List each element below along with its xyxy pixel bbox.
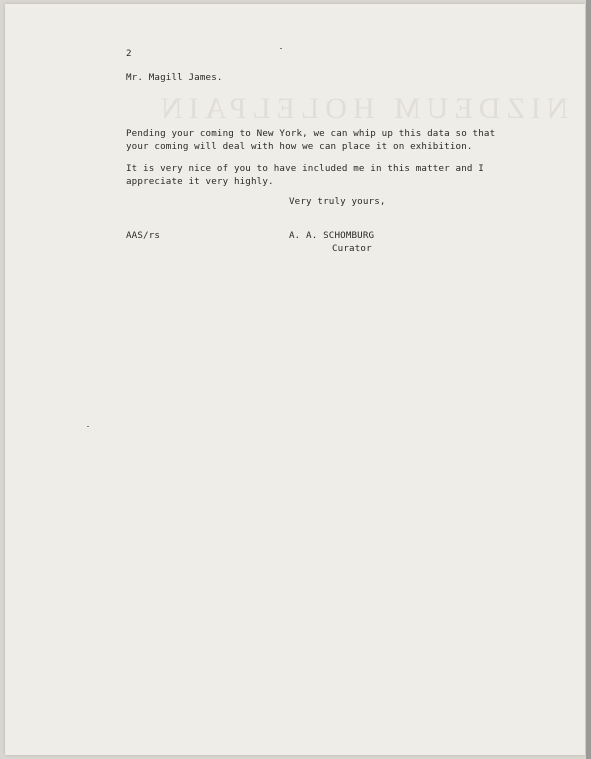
signatory-name: A. A. SCHOMBURG bbox=[289, 230, 375, 241]
letter-page bbox=[5, 4, 585, 755]
paragraph-1: Pending your coming to New York, we can whip up this data so that your coming will deal with how we can place it on exhibition. bbox=[126, 128, 496, 152]
paper-speck bbox=[280, 48, 282, 49]
page-number: 2 bbox=[126, 48, 132, 59]
closing: Very truly yours, bbox=[289, 196, 386, 207]
letterhead-bleed-through: NIZDEUM HOLELPAIN bbox=[155, 92, 569, 125]
paper-speck bbox=[87, 426, 89, 427]
page-edge-shadow bbox=[586, 0, 591, 759]
paragraph-2: It is very nice of you to have included me in this matter and I appreciate it very highly. bbox=[126, 163, 484, 187]
typist-initials: AAS/rs bbox=[126, 230, 161, 241]
signatory-title: Curator bbox=[332, 243, 372, 254]
addressee-line: Mr. Magill James. bbox=[126, 72, 223, 83]
